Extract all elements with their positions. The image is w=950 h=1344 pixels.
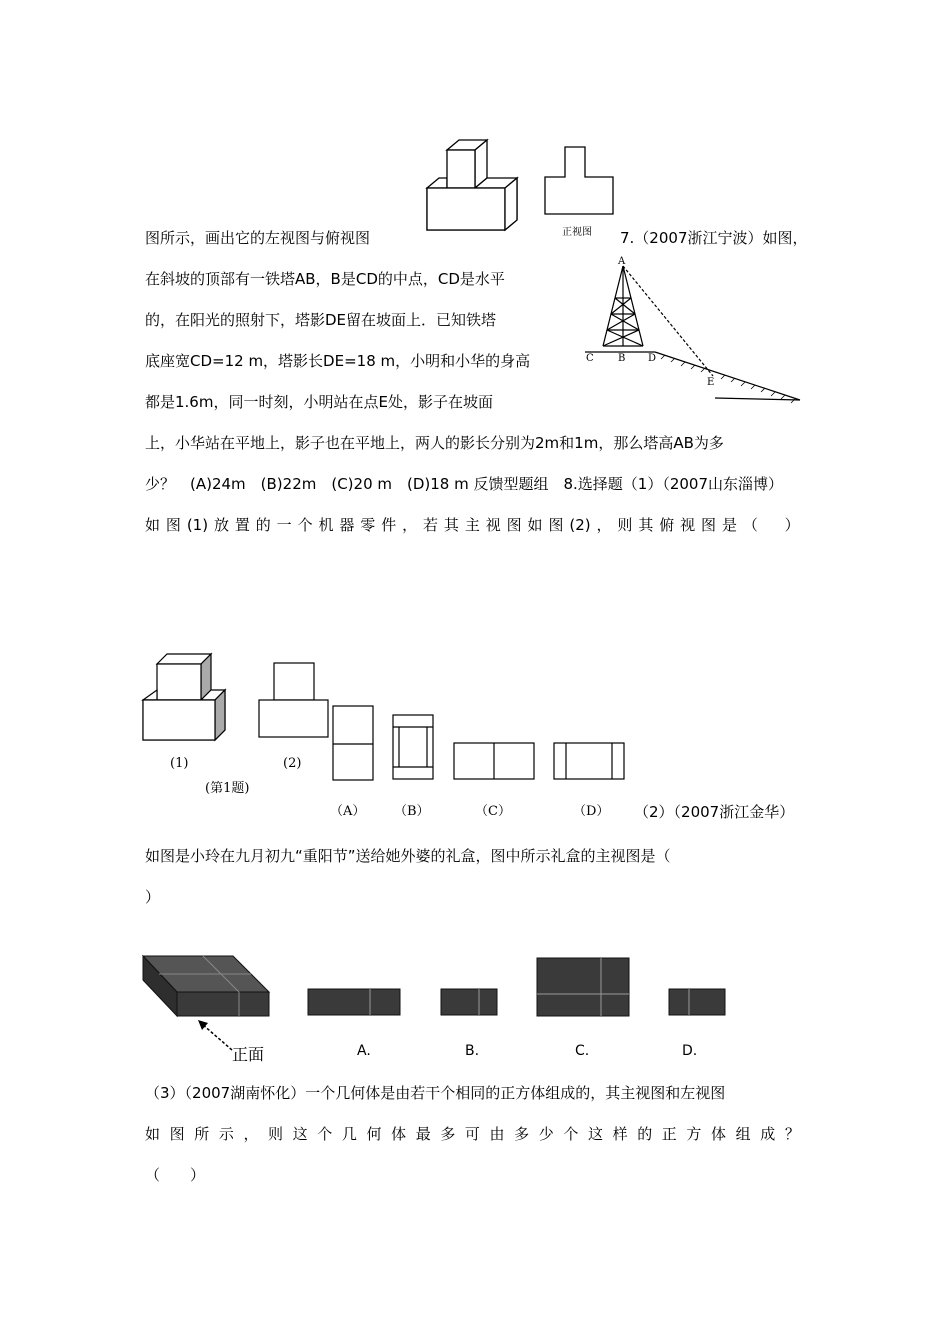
- question-2-header: （2）（2007浙江金华）: [634, 803, 795, 821]
- front-face-label: 正面: [232, 1045, 265, 1064]
- justified-char: 个: [297, 516, 313, 534]
- justified-char: 成: [760, 1125, 776, 1143]
- machine-part-front-view: [259, 663, 331, 738]
- front-arrow: [196, 1020, 236, 1052]
- justified-char: 由: [489, 1125, 505, 1143]
- justified-char: 可: [464, 1125, 480, 1143]
- question-2-close: ）: [145, 888, 161, 906]
- question-3-line-1: （3）（2007湖南怀化）一个几何体是由若干个相同的正方体组成的，其主视图和左视图: [145, 1084, 726, 1102]
- justified-char: ？: [784, 1125, 800, 1143]
- justified-char: 放: [213, 516, 229, 534]
- justified-char: 零: [360, 516, 376, 534]
- justified-char: 几: [341, 1125, 357, 1143]
- justified-char: 体: [711, 1125, 727, 1143]
- tower-label-e: E: [707, 377, 715, 388]
- justified-char: 体: [391, 1125, 407, 1143]
- option-c-figure: [454, 743, 536, 781]
- line-2: 在斜坡的顶部有一铁塔AB，B是CD的中点，CD是水平: [145, 270, 505, 288]
- line-7: 少？ (A)24m (B)22m (C)20 m (D)18 m 反馈型题组 8.选择题（1）（2007山东淄博）: [145, 475, 784, 493]
- justified-char: 示: [218, 1125, 234, 1143]
- figure-label-1: (1): [170, 756, 189, 771]
- justified-char: 图: [506, 516, 522, 534]
- justified-char: （: [742, 516, 758, 534]
- justified-char: 如: [145, 516, 161, 534]
- gift-option-a-label: A.: [357, 1043, 371, 1059]
- option-b-label: （B）: [394, 804, 430, 819]
- justified-char: 俯: [659, 516, 675, 534]
- justified-char: 则: [617, 516, 633, 534]
- tower-label-d: D: [648, 353, 657, 364]
- justified-char: 如: [145, 1125, 161, 1143]
- justified-char: ，: [243, 1125, 259, 1143]
- option-d-figure: [554, 743, 626, 781]
- justified-char: 若: [423, 516, 439, 534]
- justified-char: 一: [276, 516, 292, 534]
- option-b-figure: [393, 715, 435, 781]
- justified-char: 组: [735, 1125, 751, 1143]
- tower-figure: [585, 258, 805, 408]
- justified-char: 如: [527, 516, 543, 534]
- line-1-right: 7.（2007浙江宁波）如图，: [620, 229, 808, 247]
- gift-option-c-figure: [537, 958, 631, 1018]
- option-a-label: （A）: [330, 804, 366, 819]
- justified-char: 件: [381, 516, 397, 534]
- justified-char: 其: [443, 516, 459, 534]
- front-view-figure: [545, 147, 615, 217]
- justified-char: 视: [680, 516, 696, 534]
- figure-label-2: (2): [283, 756, 302, 771]
- t-shape-3d-figure: [425, 140, 525, 230]
- gift-option-a-figure: [308, 989, 402, 1017]
- justified-char: 这: [587, 1125, 603, 1143]
- option-a-figure: [333, 706, 375, 782]
- justified-char: ，: [596, 516, 612, 534]
- justified-char: 何: [366, 1125, 382, 1143]
- gift-box-3d-figure: [143, 956, 275, 1024]
- line-1-left: 图所示，画出它的左视图与俯视图: [145, 229, 371, 247]
- justified-char: 图: [169, 1125, 185, 1143]
- figure-caption-q1: (第1题): [205, 781, 250, 796]
- justified-char: 图: [165, 516, 181, 534]
- option-d-label: （D）: [573, 804, 610, 819]
- line-8: [145, 515, 800, 535]
- tower-label-a: A: [618, 256, 626, 267]
- justified-char: (1): [186, 516, 209, 534]
- gift-option-d-label: D.: [682, 1043, 698, 1059]
- line-4: 底座宽CD=12 m，塔影长DE=18 m，小明和小华的身高: [145, 352, 531, 370]
- justified-char: [764, 515, 779, 535]
- question-2-text: 如图是小玲在九月初九“重阳节”送给她外婆的礼盒，图中所示礼盒的主视图是（: [145, 847, 671, 865]
- justified-char: 图: [701, 516, 717, 534]
- gift-option-b-figure: [441, 989, 499, 1017]
- tower-label-b: B: [618, 353, 626, 364]
- justified-char: 其: [638, 516, 654, 534]
- justified-char: 的: [255, 516, 271, 534]
- line-3: 的，在阳光的照射下，塔影DE留在坡面上．已知铁塔: [145, 311, 497, 329]
- justified-char: 方: [686, 1125, 702, 1143]
- justified-char: 样: [612, 1125, 628, 1143]
- gift-option-d-figure: [669, 989, 727, 1017]
- justified-char: 置: [234, 516, 250, 534]
- justified-char: 个: [317, 1125, 333, 1143]
- question-3-line-3: （ ）: [145, 1166, 206, 1184]
- justified-char: 多: [514, 1125, 530, 1143]
- question-3-line-2: [145, 1124, 800, 1144]
- justified-char: 器: [339, 516, 355, 534]
- justified-char: 正: [661, 1125, 677, 1143]
- justified-char: (2): [569, 516, 591, 534]
- justified-char: 这: [292, 1125, 308, 1143]
- justified-char: 机: [318, 516, 334, 534]
- justified-char: 少: [538, 1125, 554, 1143]
- justified-char: 则: [268, 1125, 284, 1143]
- line-5: 都是1.6m，同一时刻，小明站在点E处，影子在坡面: [145, 393, 493, 411]
- gift-option-b-label: B.: [465, 1043, 480, 1059]
- justified-char: 个: [563, 1125, 579, 1143]
- machine-part-3d-figure: [143, 652, 233, 742]
- justified-char: 图: [548, 516, 564, 534]
- line-6: 上，小华站在平地上，影子也在平地上，两人的影长分别为2m和1m，那么塔高AB为多: [145, 434, 724, 452]
- gift-option-c-label: C.: [575, 1043, 590, 1059]
- justified-char: 最: [415, 1125, 431, 1143]
- justified-char: 视: [485, 516, 501, 534]
- justified-char: 是: [721, 516, 737, 534]
- justified-char: 的: [637, 1125, 653, 1143]
- justified-char: 所: [194, 1125, 210, 1143]
- front-view-caption: 正视图: [562, 227, 592, 238]
- tower-label-c: C: [586, 353, 594, 364]
- option-c-label: （C）: [475, 804, 511, 819]
- justified-char: ，: [402, 516, 418, 534]
- justified-char: ）: [784, 516, 800, 534]
- justified-char: 主: [464, 516, 480, 534]
- justified-char: 多: [440, 1125, 456, 1143]
